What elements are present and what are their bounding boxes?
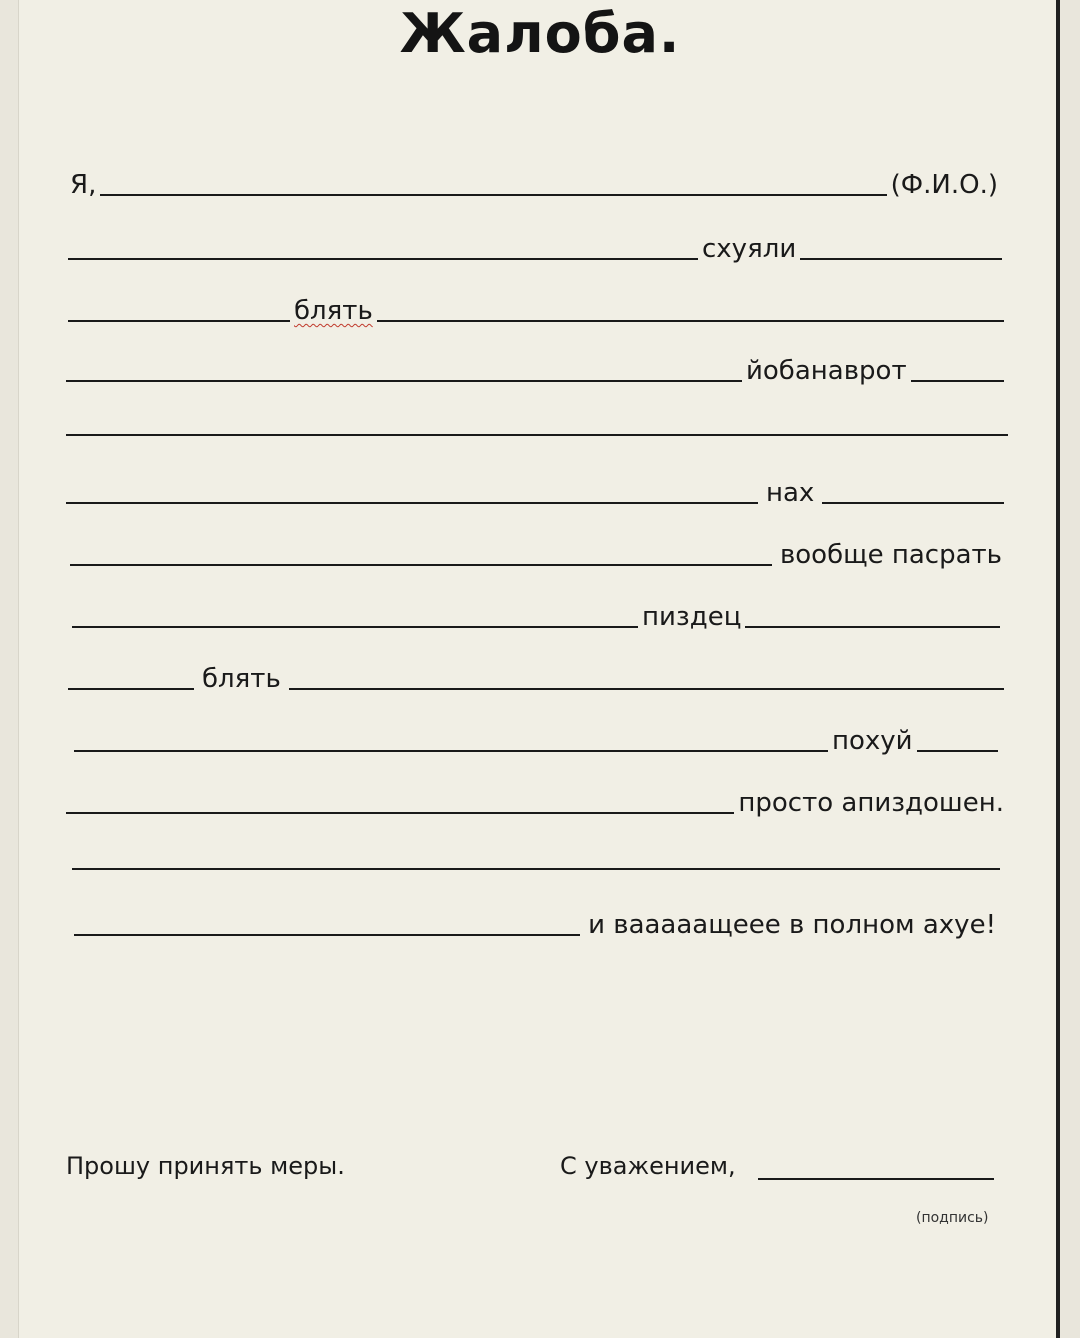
line-word: йобанаврот: [746, 356, 907, 386]
line-word: пиздец: [642, 602, 742, 632]
regards-text: С уважением,: [560, 1152, 736, 1180]
line-prefix: Я,: [70, 170, 97, 200]
signature-label: (подпись): [916, 1210, 989, 1226]
fill-blank[interactable]: [911, 380, 1004, 382]
fill-blank[interactable]: [68, 258, 698, 260]
form-line-name: [0, 158, 1080, 198]
form-line: [0, 284, 1080, 324]
fill-blank[interactable]: [377, 320, 1004, 322]
form-line: [0, 528, 1080, 568]
fill-blank[interactable]: [74, 750, 828, 752]
fill-blank[interactable]: [66, 812, 734, 814]
fill-blank[interactable]: [70, 564, 772, 566]
fill-blank[interactable]: [800, 258, 1002, 260]
form-line: [0, 714, 1080, 754]
request-text: Прошу принять меры.: [66, 1152, 345, 1180]
line-word: схуяли: [702, 234, 797, 264]
form-line: [0, 466, 1080, 506]
fill-blank[interactable]: [66, 434, 1008, 436]
fio-label: (Ф.И.О.): [890, 170, 998, 200]
form-line: [0, 776, 1080, 816]
form-line: [0, 652, 1080, 692]
signature-line[interactable]: [758, 1178, 994, 1180]
form-line: [0, 590, 1080, 630]
page-title: Жалоба.: [399, 2, 681, 65]
fill-blank[interactable]: [68, 320, 290, 322]
line-word: и вааааащеее в полном ахуе!: [588, 910, 996, 940]
fill-blank[interactable]: [66, 380, 742, 382]
line-word: блять: [202, 664, 281, 694]
fill-blank[interactable]: [100, 194, 886, 196]
fill-blank[interactable]: [72, 868, 1000, 870]
line-word: нах: [766, 478, 815, 508]
line-word: похуй: [832, 726, 913, 756]
fill-blank[interactable]: [917, 750, 998, 752]
line-word: блять: [294, 296, 373, 326]
form-line-empty: [0, 398, 1080, 438]
form-line: [0, 222, 1080, 262]
fill-blank[interactable]: [822, 502, 1004, 504]
fill-blank[interactable]: [745, 626, 1000, 628]
fill-blank[interactable]: [74, 934, 580, 936]
form-line: [0, 898, 1080, 938]
fill-blank[interactable]: [72, 626, 638, 628]
fill-blank[interactable]: [66, 502, 758, 504]
fill-blank[interactable]: [289, 688, 1004, 690]
form-line: [0, 344, 1080, 384]
fill-blank[interactable]: [68, 688, 194, 690]
form-line-empty: [0, 832, 1080, 872]
line-word: просто апиздошен.: [738, 788, 1004, 818]
line-word: вообще пасрать: [779, 540, 1002, 570]
